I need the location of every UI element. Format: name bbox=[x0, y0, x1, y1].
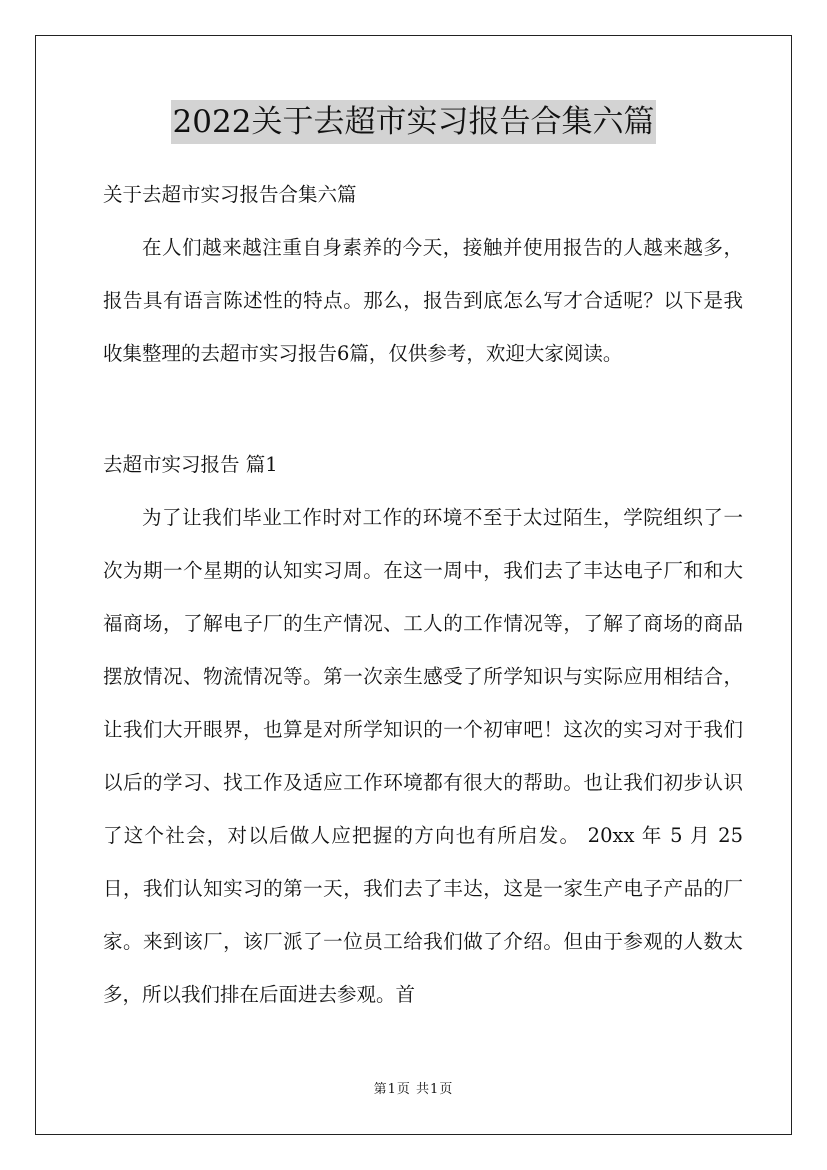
section-heading: 去超市实习报告 篇1 bbox=[103, 453, 278, 476]
page-footer: 第1页 共1页 bbox=[373, 1082, 454, 1097]
section-body bbox=[103, 491, 743, 1021]
section-paragraph: 为了让我们毕业工作时对工作的环境不至于太过陌生，学院组织了一次为期一个星期的认知实习周。在这一周中，我们去了丰达电子厂和和大福商场，了解电子厂的生产情况、工人的工作情况等，了解了商场的商品摆放情况、物流情况等。第一次亲生感受了所学知识与实际应用相结合，让我们大开眼界，也算是对所学知识的一个初审吧！这次的实习对于我们以后的学习、找工作及适应工作环境都有很大的帮助。也让我们初步认识了这个社会，对以后做人应把握的方向也有所启发。 20xx 年 5 月 25 日，我们认知实习的第一天，我们去了丰达，这是一家生产电子产品的厂家。来到该厂，该厂派了一位员工给我们做了介绍。但由于参观的人数太多，所以我们排在后面进去参观。首 bbox=[103, 506, 743, 1006]
document-subtitle: 关于去超市实习报告合集六篇 bbox=[103, 183, 357, 206]
title-container bbox=[0, 100, 827, 144]
intro-block bbox=[103, 221, 743, 380]
intro-paragraph: 在人们越来越注重自身素养的今天，接触并使用报告的人越来越多，报告具有语言陈述性的特点。那么，报告到底怎么写才合适呢？以下是我收集整理的去超市实习报告6篇，仅供参考，欢迎大家阅读。 bbox=[103, 236, 743, 365]
document-title: 2022关于去超市实习报告合集六篇 bbox=[171, 100, 657, 144]
